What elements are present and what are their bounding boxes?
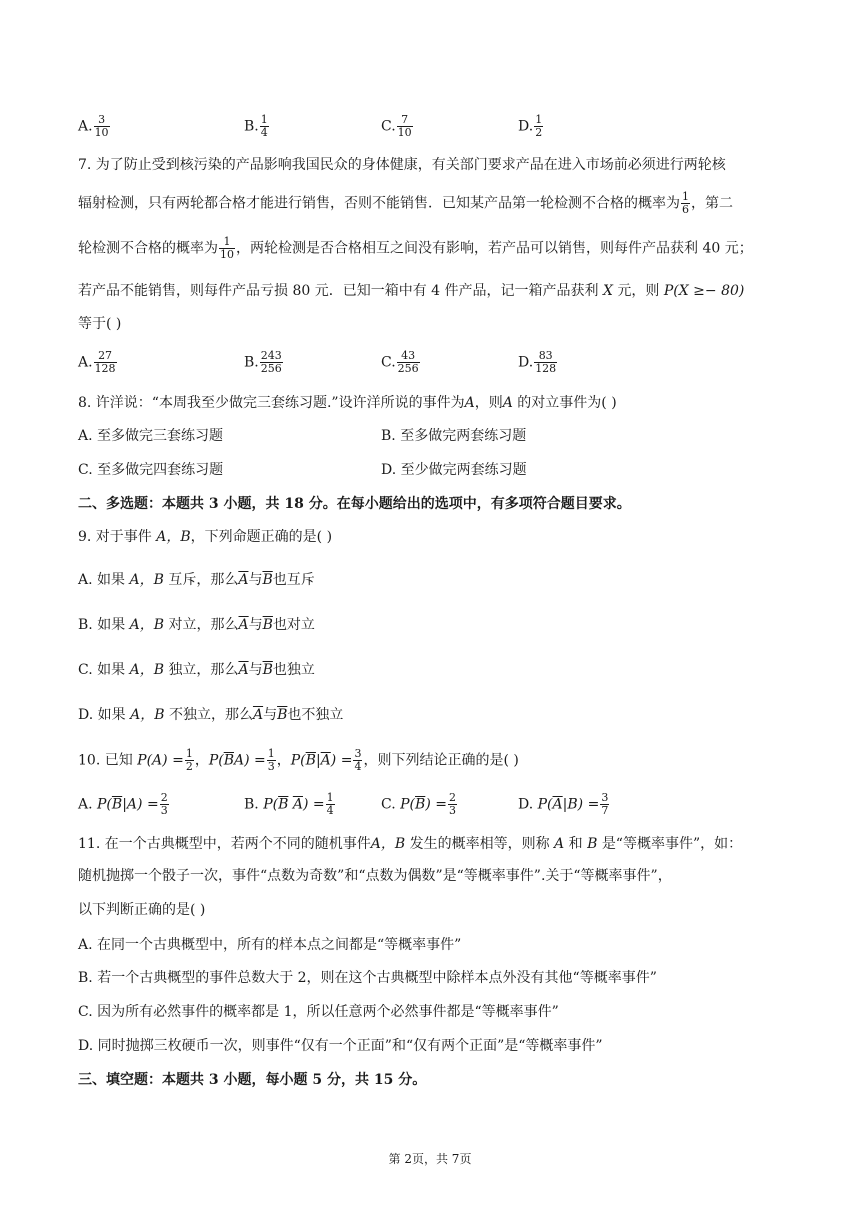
q7-line-1: 7. 为了防止受到核污染的产品影响我国民众的身体健康，有关部门要求产品在进入市场前必须进行两轮核 bbox=[78, 157, 726, 173]
q8-stem bbox=[78, 393, 617, 413]
option-label: C. bbox=[381, 118, 396, 135]
q11-option-c: C. 因为所有必然事件的概率都是 1，所以任意两个必然事件都是“等概率事件” bbox=[78, 1004, 559, 1020]
math-var-bar: $\overline{A}$ bbox=[238, 617, 249, 633]
numerator: 1 bbox=[260, 113, 268, 126]
math-var-bar: $\overline{B}$ bbox=[262, 572, 273, 588]
math-expr: P( bbox=[97, 796, 112, 813]
denominator: 128 bbox=[94, 362, 116, 375]
q8-option-d: D. 至少做完两套练习题 bbox=[381, 462, 527, 478]
numerator: 1 bbox=[185, 747, 193, 760]
text: 与 bbox=[248, 617, 263, 633]
section-heading-multi-choice: 二、多选题：本题共 3 小题，共 18 分。在每小题给出的选项中，有多项符合题目要求。 bbox=[78, 496, 631, 512]
numerator: 243 bbox=[260, 349, 282, 362]
q10-option-a bbox=[78, 792, 170, 817]
q10-stem bbox=[78, 748, 519, 773]
numerator: 1 bbox=[535, 113, 543, 126]
math-vars: A，B bbox=[129, 662, 164, 678]
math-var: A bbox=[554, 836, 565, 852]
fraction bbox=[160, 792, 169, 817]
denominator: 10 bbox=[94, 126, 109, 139]
fraction bbox=[448, 792, 457, 817]
text: A. 如果 bbox=[78, 572, 126, 588]
text: 元，则 bbox=[612, 283, 660, 299]
fraction bbox=[534, 114, 543, 139]
math-var-bar: $\overline{A}$ bbox=[552, 796, 563, 813]
math-var-bar: $\overline{A}$ bbox=[320, 752, 331, 769]
q11-line-2: 随机抛掷一个骰子一次，事件“点数为奇数”和“点数为偶数”是“等概率事件”.关于“等概率事件”， bbox=[78, 868, 672, 884]
q9-option-a bbox=[78, 570, 315, 590]
numerator: 83 bbox=[538, 349, 553, 362]
numerator: 2 bbox=[160, 791, 168, 804]
math-var-bar: $\overline{A}$ bbox=[292, 796, 303, 813]
math-var-bar: $\overline{B}$ bbox=[415, 796, 426, 813]
math-var-bar: $\overline{A}$ bbox=[238, 572, 249, 588]
numerator: 43 bbox=[401, 349, 416, 362]
math-var-bar: $\overline{B}$ bbox=[111, 796, 123, 813]
fraction bbox=[681, 191, 690, 216]
fraction bbox=[534, 350, 557, 375]
text: 是“等概率事件”，如： bbox=[601, 836, 743, 852]
text: 互斥，那么 bbox=[168, 572, 239, 588]
denominator: 4 bbox=[260, 126, 268, 139]
denominator: 10 bbox=[220, 248, 234, 261]
text: C. 如果 bbox=[78, 662, 126, 678]
denominator: 256 bbox=[397, 362, 419, 375]
text: ，则下列结论正确的是( ) bbox=[363, 752, 519, 769]
option-label: C. bbox=[381, 354, 396, 371]
fraction bbox=[219, 236, 235, 261]
math-expr: P( bbox=[290, 752, 306, 769]
fraction bbox=[600, 792, 609, 817]
denominator: 2 bbox=[535, 126, 543, 139]
text: ， bbox=[276, 752, 291, 769]
q10-option-b bbox=[244, 792, 336, 817]
text: ，两轮检测是否合格相互之间没有影响，若产品可以销售，则每件产品获利 40 元； bbox=[236, 240, 753, 257]
math-var-bar: $\overline{B}$ bbox=[262, 662, 273, 678]
option-label: B. bbox=[244, 796, 259, 813]
text: ，第二 bbox=[691, 195, 733, 212]
math-expr: P( bbox=[537, 796, 553, 813]
math-var-bar: $\overline{B}$ bbox=[278, 796, 289, 813]
text: 与 bbox=[248, 572, 263, 588]
q11-option-d: D. 同时抛掷三枚硬币一次，则事件“仅有一个正面”和“仅有两个正面”是“等概率事件” bbox=[78, 1038, 603, 1054]
text: 辐射检测，只有两轮都合格才能进行销售，否则不能销售．已知某产品第一轮检测不合格的概率为 bbox=[78, 195, 680, 212]
fraction bbox=[353, 748, 362, 773]
q11-line-1 bbox=[78, 834, 742, 854]
q9-option-d bbox=[78, 705, 343, 725]
q8-option-b: B. 至多做完两套练习题 bbox=[381, 428, 527, 444]
denominator: 128 bbox=[535, 362, 557, 375]
numerator: 1 bbox=[267, 747, 275, 760]
text: 也互斥 bbox=[272, 572, 315, 588]
q9-option-b bbox=[78, 615, 315, 635]
text: 轮检测不合格的概率为 bbox=[78, 240, 218, 257]
denominator: 3 bbox=[448, 804, 456, 817]
math-expr: P( bbox=[208, 752, 224, 769]
q6-option-a bbox=[78, 114, 111, 139]
text: 10. 已知 bbox=[78, 752, 133, 769]
text: 11. 在一个古典概型中，若两个不同的随机事件 bbox=[78, 836, 371, 852]
denominator: 2 bbox=[185, 760, 193, 773]
math-expr: |A) = bbox=[122, 796, 159, 813]
option-label: A. bbox=[78, 796, 93, 813]
fraction bbox=[94, 114, 110, 139]
math-vars: A，B bbox=[129, 572, 164, 588]
math-expr: P(X ≥− 80) bbox=[663, 283, 745, 299]
text: 不独立，那么 bbox=[168, 707, 253, 723]
numerator: 27 bbox=[98, 349, 113, 362]
q11-line-3: 以下判断正确的是( ) bbox=[78, 902, 206, 918]
text: ， bbox=[194, 752, 209, 769]
text: 9. 对于事件 bbox=[78, 529, 152, 545]
numerator: 2 bbox=[448, 791, 456, 804]
q7-option-c bbox=[381, 350, 421, 375]
math-vars: A，B bbox=[370, 836, 406, 852]
q7-line-5: 等于( ) bbox=[78, 316, 122, 332]
text: D. 如果 bbox=[78, 707, 126, 723]
math-expr: |B) = bbox=[562, 796, 600, 813]
denominator: 10 bbox=[397, 126, 412, 139]
q7-line-2 bbox=[78, 191, 733, 216]
page-footer: 第 2页，共 7页 bbox=[388, 1152, 472, 1166]
option-label: A. bbox=[78, 354, 93, 371]
text: ，下列命题正确的是( ) bbox=[190, 529, 333, 545]
denominator: 6 bbox=[682, 203, 689, 216]
q8-option-a: A. 至多做完三套练习题 bbox=[78, 428, 224, 444]
text: 与 bbox=[248, 662, 263, 678]
math-var-bar: $\overline{B}$ bbox=[305, 752, 316, 769]
text: B. 如果 bbox=[78, 617, 126, 633]
numerator: 3 bbox=[601, 791, 609, 804]
q11-option-b: B. 若一个古典概型的事件总数大于 2，则在这个古典概型中除样本点外没有其他“等概率事件” bbox=[78, 970, 657, 986]
text: 8. 许洋说：“本周我至少做完三套练习题.”设许洋所说的事件为 bbox=[78, 395, 465, 411]
denominator: 3 bbox=[160, 804, 168, 817]
text: 发生的概率相等，则称 bbox=[409, 836, 550, 852]
option-label: C. bbox=[381, 796, 396, 813]
numerator: 7 bbox=[401, 113, 409, 126]
option-label: D. bbox=[518, 354, 534, 371]
math-var-bar: $\overline{A}$ bbox=[238, 662, 249, 678]
numerator: 3 bbox=[98, 113, 106, 126]
denominator: 4 bbox=[354, 760, 362, 773]
math-var-bar: $\overline{B}$ bbox=[277, 707, 288, 723]
q9-stem bbox=[78, 527, 332, 547]
math-vars: A，B bbox=[156, 529, 191, 545]
fraction bbox=[260, 350, 283, 375]
q11-option-a: A. 在同一个古典概型中，所有的样本点之间都是“等概率事件” bbox=[78, 937, 462, 953]
option-label: D. bbox=[518, 118, 534, 135]
text: 对立，那么 bbox=[168, 617, 239, 633]
q7-option-b bbox=[244, 350, 284, 375]
fraction bbox=[260, 114, 269, 139]
text: 和 bbox=[568, 836, 583, 852]
math-var: A bbox=[502, 395, 513, 411]
section-heading-fill-in: 三、填空题：本题共 3 小题，每小题 5 分，共 15 分。 bbox=[78, 1072, 427, 1088]
option-label: D. bbox=[518, 796, 534, 813]
fraction bbox=[397, 350, 420, 375]
math-expr: P( bbox=[400, 796, 416, 813]
text: 也独立 bbox=[272, 662, 315, 678]
math-var-bar: $\overline{A}$ bbox=[252, 707, 264, 723]
math-var: X bbox=[602, 283, 613, 299]
q7-option-a bbox=[78, 350, 118, 375]
q10-option-d bbox=[518, 792, 610, 817]
math-expr: ) = bbox=[425, 796, 447, 813]
option-label: B. bbox=[244, 118, 259, 135]
text: 也对立 bbox=[272, 617, 315, 633]
math-expr: ) = bbox=[302, 796, 325, 813]
q6-option-d bbox=[518, 114, 544, 139]
math-expr: | bbox=[315, 752, 321, 769]
q7-line-3 bbox=[78, 236, 753, 261]
text: 也不独立 bbox=[287, 707, 344, 723]
math-expr: ) = bbox=[330, 752, 353, 769]
q10-option-c bbox=[381, 792, 458, 817]
fraction bbox=[267, 748, 276, 773]
text: ，则 bbox=[474, 395, 503, 411]
math-expr: P(A) = bbox=[137, 752, 184, 769]
math-var-bar: $\overline{B}$ bbox=[262, 617, 273, 633]
fraction bbox=[185, 748, 194, 773]
fraction bbox=[397, 114, 413, 139]
math-var: A bbox=[464, 395, 475, 411]
text: 独立，那么 bbox=[168, 662, 239, 678]
math-var-bar: $\overline{B}$ bbox=[223, 752, 234, 769]
text: 的对立事件为( ) bbox=[512, 395, 617, 411]
math-expr: P( bbox=[263, 796, 279, 813]
fraction bbox=[94, 350, 117, 375]
numerator: 1 bbox=[682, 190, 689, 203]
q7-line-4 bbox=[78, 281, 744, 301]
q8-option-c: C. 至多做完四套练习题 bbox=[78, 462, 224, 478]
option-label: A. bbox=[78, 118, 93, 135]
math-expr: A) = bbox=[234, 752, 266, 769]
text: 与 bbox=[263, 707, 278, 723]
denominator: 3 bbox=[267, 760, 275, 773]
q6-option-c bbox=[381, 114, 414, 139]
fraction bbox=[326, 792, 335, 817]
q9-option-c bbox=[78, 660, 315, 680]
q6-option-b bbox=[244, 114, 270, 139]
denominator: 256 bbox=[260, 362, 282, 375]
numerator: 1 bbox=[223, 235, 231, 248]
denominator: 4 bbox=[326, 804, 334, 817]
numerator: 3 bbox=[354, 747, 362, 760]
math-vars: A，B bbox=[129, 617, 165, 633]
option-label: B. bbox=[244, 354, 259, 371]
denominator: 7 bbox=[601, 804, 609, 817]
math-vars: A，B bbox=[130, 707, 165, 723]
math-var: B bbox=[587, 836, 598, 852]
q7-option-d bbox=[518, 350, 558, 375]
numerator: 1 bbox=[326, 791, 334, 804]
text: 若产品不能销售，则每件产品亏损 80 元．已知一箱中有 4 件产品，记一箱产品获利 bbox=[78, 283, 599, 299]
